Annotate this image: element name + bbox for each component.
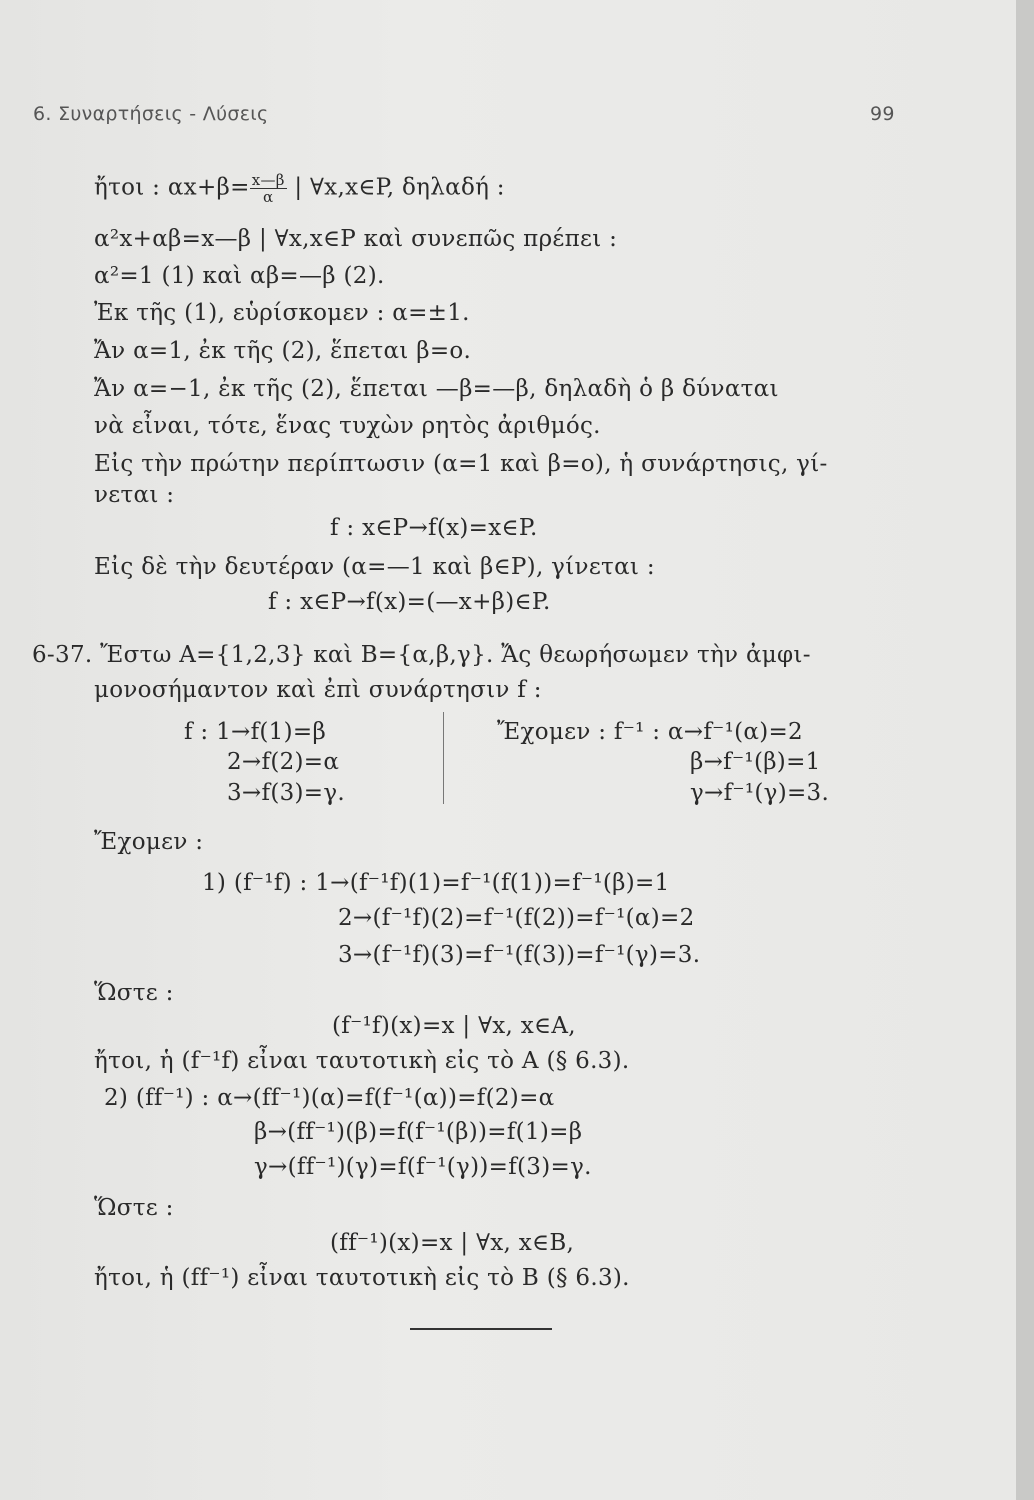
text-line: Εἰς δὲ τὴν δευτέραν (α=—1 καὶ β∈P), γίνεται : — [94, 554, 655, 580]
text-line: Ὥστε : — [94, 1195, 174, 1221]
text-line: νεται : — [94, 482, 175, 508]
text-line: Ἄν α=−1, ἐκ τῆς (2), ἕπεται —β=—β, δηλαδὴ ὁ β δύναται — [94, 376, 779, 402]
text-segment: | ∀x,x∈P, δηλαδή : — [286, 174, 505, 201]
formula-line: 2) (ff⁻¹) : α→(ff⁻¹)(α)=f(f⁻¹(α))=f(2)=α — [104, 1085, 555, 1111]
column-divider — [443, 712, 444, 804]
text-line: Ἐκ τῆς (1), εὑρίσκομεν : α=±1. — [94, 300, 470, 326]
formula-line: γ→(ff⁻¹)(γ)=f(f⁻¹(γ))=f(3)=γ. — [254, 1154, 592, 1180]
page-number: 99 — [870, 103, 895, 125]
text-segment: ἤτοι : αx+β= — [94, 174, 250, 201]
fraction-denominator: α — [262, 188, 274, 206]
text-line: ἤτοι, ἡ (ff⁻¹) εἶναι ταυτοτικὴ εἰς τὸ B (§ 6.3). — [94, 1265, 630, 1291]
text-line: μονοσήμαντον καὶ ἐπὶ συνάρτησιν f : — [94, 677, 542, 703]
formula-line: 1) (f⁻¹f) : 1→(f⁻¹f)(1)=f⁻¹(f(1))=f⁻¹(β)=1 — [202, 870, 670, 896]
formula-line: 2→f(2)=α — [227, 749, 340, 775]
text-line: Ἔχομεν : — [94, 829, 204, 855]
fraction-numerator: x—β — [251, 171, 285, 189]
text-line: ἤτοι, ἡ (f⁻¹f) εἶναι ταυτοτικὴ εἰς τὸ A (§ 6.3). — [94, 1048, 630, 1074]
text-line: Ἄν α=1, ἐκ τῆς (2), ἕπεται β=ο. — [94, 338, 472, 364]
formula-line: 3→f(3)=γ. — [227, 780, 346, 806]
text-line: νὰ εἶναι, τότε, ἕνας τυχὼν ρητὸς ἀριθμός. — [94, 413, 601, 439]
formula-line: γ→f⁻¹(γ)=3. — [690, 780, 830, 806]
text-line: Εἰς τὴν πρώτην περίπτωσιν (α=1 καὶ β=ο), ἡ συνάρτησις, γί- — [94, 451, 828, 477]
exercise-line: 6-37. Ἔστω A={1,2,3} καὶ B={α,β,γ}. Ἄς θεωρήσωμεν τὴν ἀμφι- — [32, 642, 811, 668]
formula-line: β→f⁻¹(β)=1 — [690, 749, 821, 775]
formula-line: 3→(f⁻¹f)(3)=f⁻¹(f(3))=f⁻¹(γ)=3. — [338, 942, 701, 968]
running-header: 6. Συναρτήσεις - Λύσεις — [33, 103, 269, 125]
formula-line: f : x∈P→f(x)=x∈P. — [330, 515, 538, 541]
formula-line: f : x∈P→f(x)=(—x+β)∈P. — [268, 589, 551, 615]
formula-line: Ἔχομεν : f⁻¹ : α→f⁻¹(α)=2 — [497, 719, 803, 745]
text-line: Ὥστε : — [94, 980, 174, 1006]
formula-line: (ff⁻¹)(x)=x | ∀x, x∈B, — [330, 1230, 575, 1256]
end-rule — [410, 1328, 552, 1330]
formula-line: β→(ff⁻¹)(β)=f(f⁻¹(β))=f(1)=β — [254, 1119, 583, 1145]
page-edge — [1016, 0, 1034, 1500]
text-line: α²x+αβ=x—β | ∀x,x∈P καὶ συνεπῶς πρέπει : — [94, 226, 618, 252]
formula-line: (f⁻¹f)(x)=x | ∀x, x∈A, — [332, 1013, 576, 1039]
formula-line: 2→(f⁻¹f)(2)=f⁻¹(f(2))=f⁻¹(α)=2 — [338, 905, 695, 931]
text-line — [94, 172, 505, 205]
formula-line: f : 1→f(1)=β — [184, 719, 327, 745]
fraction — [250, 172, 287, 205]
text-line: α²=1 (1) καὶ αβ=—β (2). — [94, 263, 385, 289]
